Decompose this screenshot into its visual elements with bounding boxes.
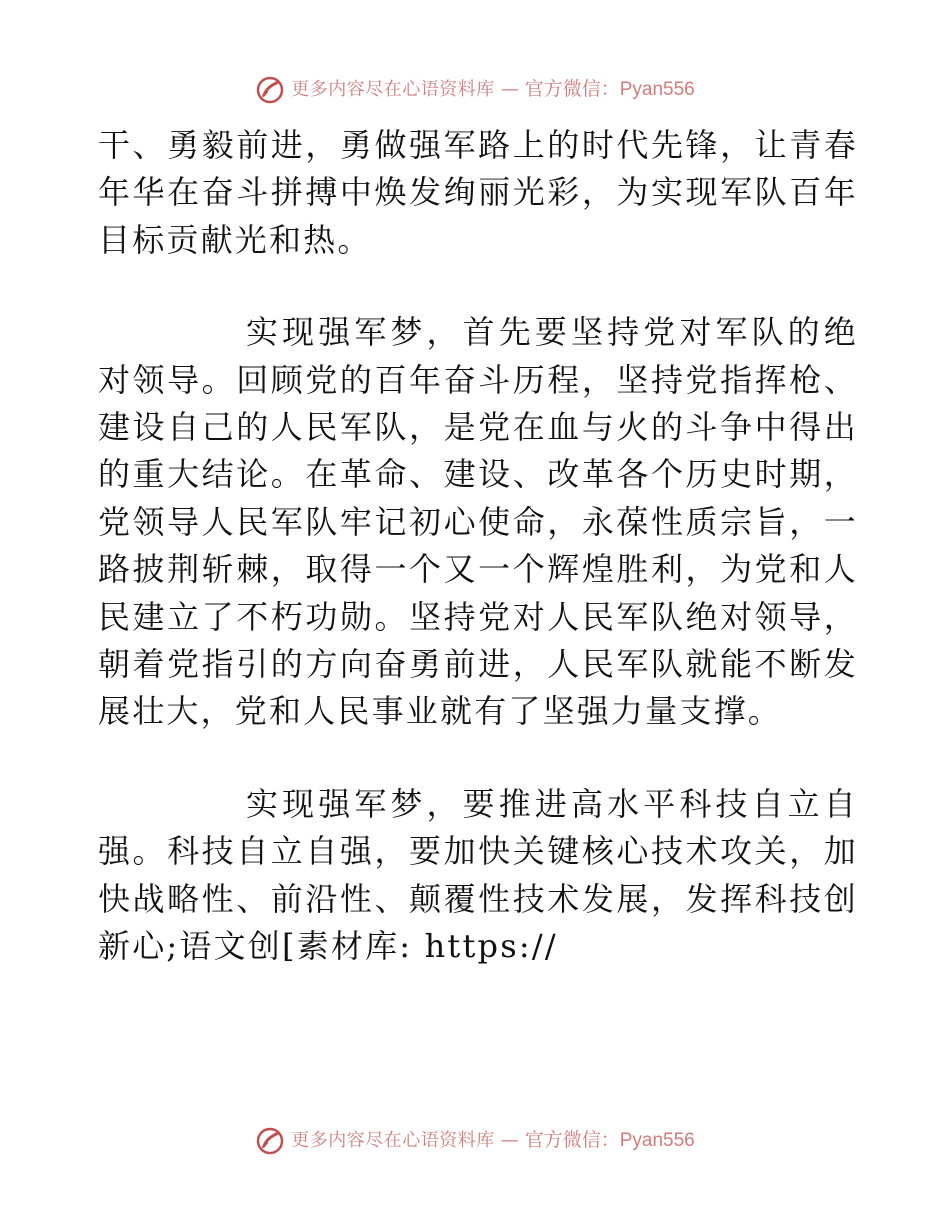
paragraph-3: 实现强军梦，要推进高水平科技自立自强。科技自立自强，要加快关键核心技术攻关，加快战略性、前沿性、颠覆性技术发展，发挥科技创新心;语文创[素材库: https:// [98, 784, 858, 966]
footer-watermark-banner [0, 1126, 950, 1156]
banner-text: 更多内容尽在心语资料库 [291, 79, 495, 100]
paragraph-1: 干、勇毅前进，勇做强军路上的时代先锋，让青春年华在奋斗拼搏中焕发绚丽光彩，为实现军队百年目标贡献光和热。 [98, 126, 858, 259]
logo-icon [255, 75, 285, 105]
paragraph-2: 实现强军梦，首先要坚持党对军队的绝对领导。回顾党的百年奋斗历程，坚持党指挥枪、建设自己的人民军队，是党在血与火的斗争中得出的重大结论。在革命、建设、改革各个历史时期，党领导人民军队牢记初心使命，永葆性质宗旨，一路披荆斩棘，取得一个又一个辉煌胜利，为党和人民建立了不朽功勋。坚持党对人民军队绝对领导，朝着党指引的方向奋勇前进，人民军队就能不断发展壮大，党和人民事业就有了坚强力量支撑。 [98, 313, 858, 731]
banner-account: 官方微信：Pyan556 [524, 1130, 695, 1151]
logo-icon [255, 1126, 285, 1156]
document-body [98, 122, 858, 971]
banner-account: 官方微信：Pyan556 [524, 79, 695, 100]
banner-text: 更多内容尽在心语资料库 [291, 1130, 495, 1151]
header-watermark-banner [0, 75, 950, 105]
banner-separator: — [500, 79, 519, 100]
banner-separator: — [500, 1130, 519, 1151]
